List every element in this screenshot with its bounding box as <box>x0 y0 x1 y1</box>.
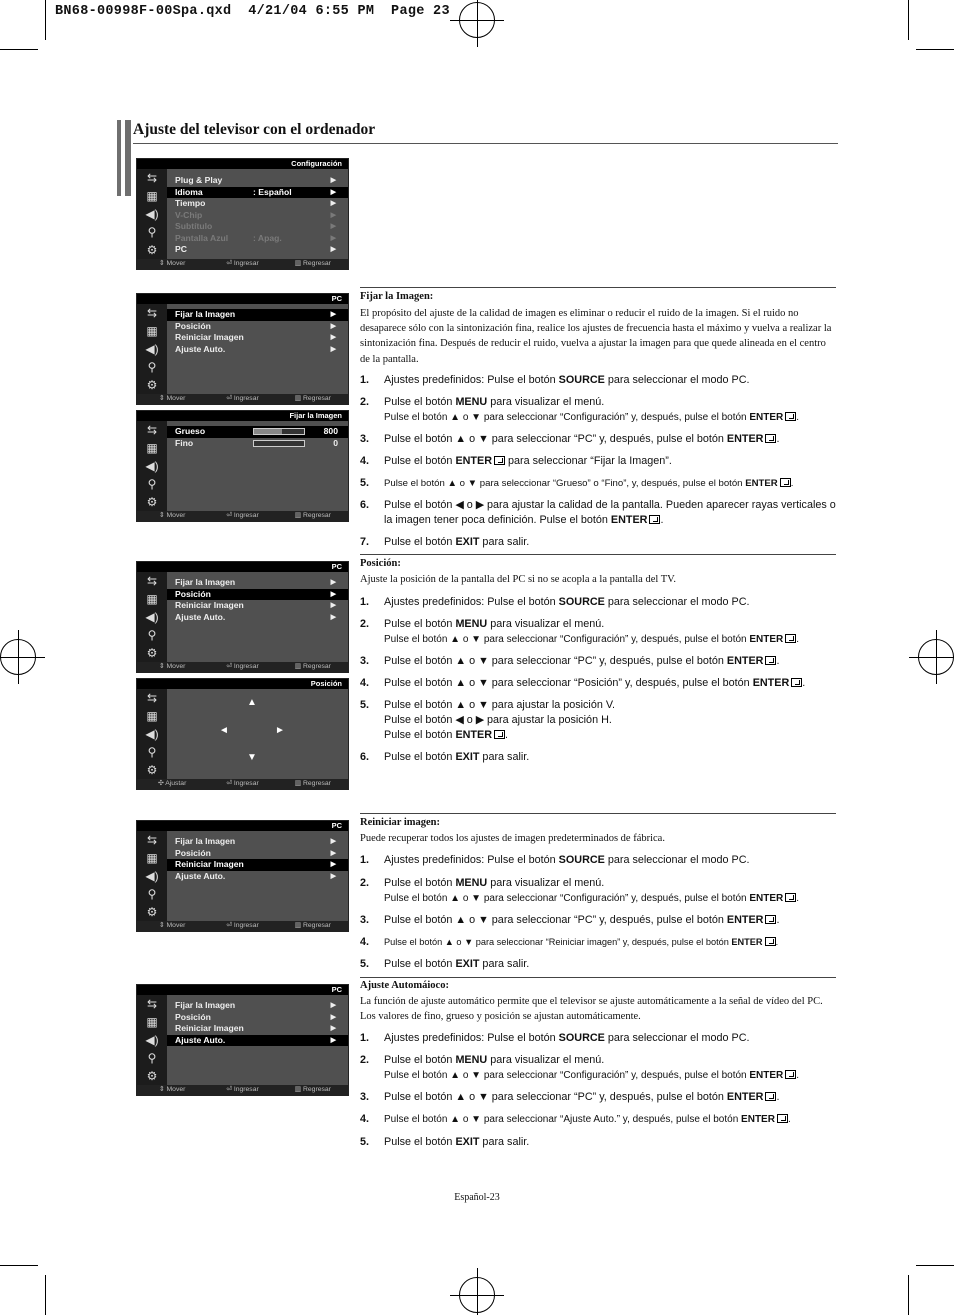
osd-footer: ⇕ Mover ⏎ Ingresar ▥ Regresar <box>137 259 348 269</box>
picture-icon: ▦ <box>146 189 158 203</box>
sound-icon: ◀) <box>145 207 159 221</box>
crop-mark <box>908 1275 909 1315</box>
section-heading: Fijar la Imagen: <box>360 291 434 302</box>
osd-item[interactable]: Ajuste Auto. ▶ <box>175 870 336 881</box>
osd-footer: ⇕ Mover ⏎ Ingresar ▥ Regresar <box>137 1085 348 1095</box>
arrow-down-icon[interactable]: ▼ <box>247 752 257 763</box>
osd-item[interactable]: Fijar la Imagen ▶ <box>175 836 336 846</box>
osd-item[interactable]: Reiniciar Imagen ▶ <box>175 332 336 342</box>
osd-sidebar <box>137 304 167 396</box>
picture-icon: ▦ <box>146 851 158 865</box>
input-icon: ⇆ <box>146 574 158 588</box>
osd-body <box>167 421 348 513</box>
channel-icon: ⚲ <box>147 477 157 491</box>
grueso-slider[interactable]: Grueso 800 <box>167 426 348 438</box>
setup-icon: ⚙ <box>146 646 158 660</box>
section-heading: Ajuste Automáioco: <box>360 980 449 991</box>
arrow-right-icon[interactable]: ► <box>275 725 285 736</box>
page-title: Ajuste del televisor con el ordenador <box>133 121 376 138</box>
osd-header: PC <box>137 985 348 995</box>
osd-footer: ⇕ Mover ⏎ Ingresar ▥ Regresar <box>137 921 348 931</box>
section-heading: Posición: <box>360 558 401 569</box>
osd-item[interactable]: Fijar la Imagen ▶ <box>175 577 336 587</box>
picture-icon: ▦ <box>146 709 158 723</box>
setup-icon: ⚙ <box>146 378 158 392</box>
section-paragraph: Puede recuperar todos los ajustes de imagen predeterminados de fábrica. <box>360 833 665 844</box>
osd-item[interactable]: Fijar la Imagen ▶ <box>167 309 348 321</box>
picture-icon: ▦ <box>146 441 158 455</box>
osd-item[interactable]: PC ▶ <box>175 244 336 254</box>
page-number: Español-23 <box>454 1192 500 1203</box>
osd-fijar-menu <box>136 410 349 522</box>
input-icon: ⇆ <box>146 997 158 1011</box>
sound-icon: ◀) <box>145 869 159 883</box>
osd-header: Configuración <box>137 159 348 169</box>
osd-footer: ⇕ Mover ⏎ Ingresar ▥ Regresar <box>137 662 348 672</box>
osd-sidebar <box>137 169 167 261</box>
osd-sidebar <box>137 689 167 781</box>
section-rule <box>360 977 836 978</box>
osd-footer: ⇕ Mover ⏎ Ingresar ▥ Regresar <box>137 394 348 404</box>
registration-mark <box>459 1277 495 1313</box>
osd-item[interactable]: Ajuste Auto. ▶ <box>175 611 336 622</box>
channel-icon: ⚲ <box>147 1051 157 1065</box>
crop-mark <box>916 1265 954 1266</box>
setup-icon: ⚙ <box>146 905 158 919</box>
channel-icon: ⚲ <box>147 887 157 901</box>
channel-icon: ⚲ <box>147 360 157 374</box>
osd-sidebar <box>137 421 167 513</box>
osd-body <box>167 572 348 664</box>
crop-mark <box>45 1275 46 1315</box>
osd-pc-menu <box>136 293 349 405</box>
osd-body <box>167 304 348 396</box>
sound-icon: ◀) <box>145 342 159 356</box>
registration-mark <box>918 639 954 675</box>
osd-item[interactable]: Reiniciar Imagen ▶ <box>167 859 348 871</box>
osd-header: PC <box>137 294 348 304</box>
section-paragraph: Ajuste la posición de la pantalla del PC si no se acopla a la pantalla del TV. <box>360 574 676 585</box>
crop-mark <box>45 0 46 40</box>
section-rule <box>360 813 836 814</box>
osd-sidebar <box>137 572 167 664</box>
osd-sidebar <box>137 831 167 923</box>
osd-config-menu <box>136 158 349 270</box>
osd-pc-menu <box>136 561 349 673</box>
osd-item[interactable]: Reiniciar Imagen ▶ <box>175 1023 336 1033</box>
sound-icon: ◀) <box>145 610 159 624</box>
osd-pc-menu <box>136 820 349 932</box>
input-icon: ⇆ <box>146 423 158 437</box>
osd-item[interactable]: Idioma : Español ▶ <box>167 187 348 199</box>
osd-body <box>167 995 348 1087</box>
osd-item[interactable]: Ajuste Auto. ▶ <box>175 343 336 354</box>
setup-icon: ⚙ <box>146 243 158 257</box>
osd-body <box>167 689 348 781</box>
sound-icon: ◀) <box>145 459 159 473</box>
osd-header: Posición <box>137 679 348 689</box>
title-tab <box>117 120 131 196</box>
osd-sidebar <box>137 995 167 1087</box>
grueso-fill <box>254 429 282 434</box>
osd-footer: ✣ Ajustar ⏎ Ingresar ▥ Regresar <box>137 779 348 789</box>
section-paragraph: El propósito del ajuste de la calidad de imagen es eliminar o reducir el ruido de la imagen. Si el ruido no desaparece sólo con la sintonización fina, realice los ajustes de frecuencia hasta el máximo y vuelva a realizar la sintonización fina. Después de reducir el ruido, vuelva a ajustar la imagen para que quede alineada en el centro de la pantalla. <box>360 308 832 365</box>
section-rule <box>360 554 836 555</box>
channel-icon: ⚲ <box>147 745 157 759</box>
crop-mark <box>0 1265 38 1266</box>
crop-mark <box>908 0 909 40</box>
osd-item[interactable]: Tiempo ▶ <box>175 198 336 208</box>
picture-icon: ▦ <box>146 592 158 606</box>
arrow-left-icon[interactable]: ◄ <box>219 725 229 736</box>
osd-item[interactable]: Posición ▶ <box>175 320 336 331</box>
osd-header: PC <box>137 562 348 572</box>
osd-item[interactable]: Posición ▶ <box>167 589 348 601</box>
fino-slider[interactable]: Fino 0 <box>175 437 338 448</box>
arrow-up-icon[interactable]: ▲ <box>247 697 257 708</box>
picture-icon: ▦ <box>146 1015 158 1029</box>
osd-body <box>167 831 348 923</box>
osd-pc-menu <box>136 984 349 1096</box>
input-icon: ⇆ <box>146 833 158 847</box>
osd-item[interactable]: V-Chip ▶ <box>175 209 336 220</box>
osd-item[interactable]: Posición ▶ <box>175 1011 336 1022</box>
registration-mark <box>0 639 36 675</box>
sound-icon: ◀) <box>145 1033 159 1047</box>
setup-icon: ⚙ <box>146 763 158 777</box>
osd-item[interactable]: Pantalla Azul : Apag. ▶ <box>175 232 336 243</box>
osd-item[interactable]: Subtítulo ▶ <box>175 221 336 231</box>
section-rule <box>360 287 836 288</box>
section-paragraph: La función de ajuste automático permite que el televisor se ajuste automáticamente a la señal de vídeo del PC. Los valores de fino, grueso y posición se ajustan automáticamente. <box>360 996 823 1023</box>
osd-body <box>167 169 348 261</box>
osd-item[interactable]: Posición ▶ <box>175 847 336 858</box>
setup-icon: ⚙ <box>146 495 158 509</box>
osd-item[interactable]: Reiniciar Imagen ▶ <box>175 600 336 610</box>
section-heading: Reiniciar imagen: <box>360 817 441 828</box>
osd-header: Fijar la Imagen <box>137 411 348 421</box>
osd-posicion-menu <box>136 678 349 790</box>
channel-icon: ⚲ <box>147 225 157 239</box>
title-rule <box>133 143 838 144</box>
crop-mark <box>916 49 954 50</box>
input-icon: ⇆ <box>146 691 158 705</box>
sound-icon: ◀) <box>145 727 159 741</box>
setup-icon: ⚙ <box>146 1069 158 1083</box>
osd-item[interactable]: Plug & Play ▶ <box>175 175 336 185</box>
osd-footer: ⇕ Mover ⏎ Ingresar ▥ Regresar <box>137 511 348 521</box>
osd-item[interactable]: Ajuste Auto. ▶ <box>167 1035 348 1047</box>
registration-mark <box>459 2 495 38</box>
crop-mark <box>0 49 38 50</box>
file-header: BN68-00998F-00Spa.qxd 4/21/04 6:55 PM Page 23 <box>55 4 450 19</box>
input-icon: ⇆ <box>146 171 158 185</box>
input-icon: ⇆ <box>146 306 158 320</box>
osd-header: PC <box>137 821 348 831</box>
picture-icon: ▦ <box>146 324 158 338</box>
osd-item[interactable]: Fijar la Imagen ▶ <box>175 1000 336 1010</box>
channel-icon: ⚲ <box>147 628 157 642</box>
